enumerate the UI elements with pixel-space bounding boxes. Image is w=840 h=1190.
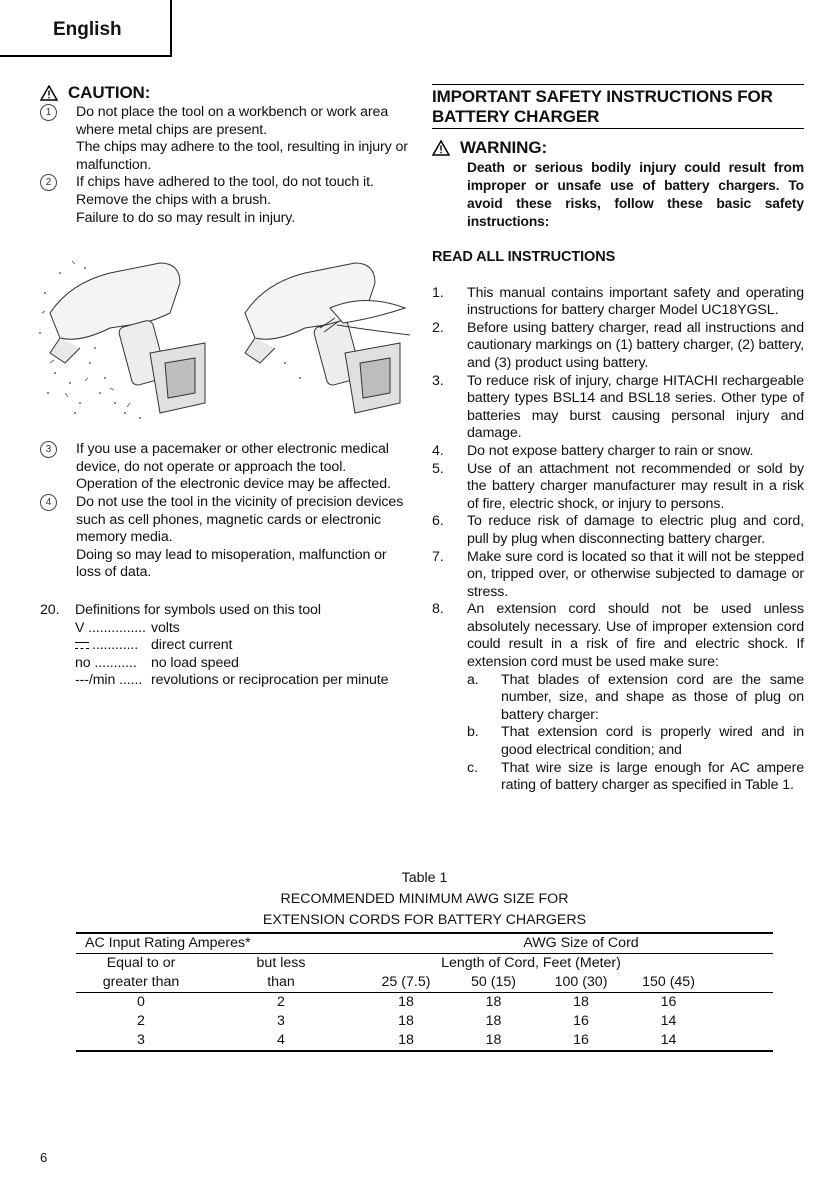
table-header-row	[76, 933, 773, 954]
definitions-title: Definitions for symbols used on this tool	[75, 601, 321, 618]
caution-item-extra: Operation of the electronic device may be affected.	[76, 476, 391, 493]
illustrations	[40, 253, 412, 423]
definitions-section	[40, 602, 412, 690]
caution-item-text: Do not place the tool on a workbench or work area where metal chips are present.	[76, 104, 389, 138]
circle-number: 3	[40, 441, 57, 458]
definition-value: volts	[151, 619, 180, 636]
definition-key: no ...........	[75, 654, 137, 671]
definition-value: no load speed	[151, 654, 239, 671]
instruction-item-8: 8. An extension cord should not be used unless absolutely necessary. Use of improper extension cord could result in a risk of fire and electric shock. If extension cord must be used make sure: a. That blades of extension cord are the same number, size, and shape as those of plug on battery charger: b. That extension cord is properly wired and in good electrical condition; and c. That wire size is large enough for AC ampere rating of battery charger as specified in Table 1.	[432, 601, 804, 794]
caution-item-extra: Doing so may lead to misoperation, malfunction or loss of data.	[76, 546, 387, 581]
battery-section-title: IMPORTANT SAFETY INSTRUCTIONS FOR BATTERY CHARGER	[432, 84, 804, 129]
caution-item-2	[40, 174, 412, 227]
page-number: 6	[40, 1150, 48, 1165]
caution-item-text: If chips have adhered to the tool, do not touch it. Remove the chips with a brush.	[76, 174, 374, 208]
caution-heading	[40, 82, 412, 104]
definition-value: revolutions or reciprocation per minute	[151, 672, 389, 689]
awg-table	[76, 932, 773, 1052]
length-col: 25 (7.5)	[381, 974, 431, 990]
instruction-item-7: 7. Make sure cord is located so that it will not be stepped on, tripped over, or otherwise subjected to damage or stress.	[432, 548, 804, 600]
table-subheader-row	[76, 973, 773, 993]
language-label: English	[53, 19, 122, 40]
instruction-subitem-c: c. That wire size is large enough for AC ampere rating of battery charger as specified in Table 1.	[467, 759, 804, 794]
circle-number: 2	[40, 174, 57, 191]
subheader-less-1: but less	[206, 954, 356, 974]
definitions-number: 20.	[40, 601, 60, 618]
caution-item-3	[40, 441, 412, 494]
caution-item-extra: The chips may adhere to the tool, resulting in injury or malfunction.	[76, 139, 408, 173]
definition-key: V ...............	[75, 619, 146, 636]
warning-triangle-icon	[432, 140, 450, 156]
instruction-item-3: 3. To reduce risk of injury, charge HITACHI rechargeable battery types BSL14 and BSL18 series. Other type of batteries may burst causing personal injury and damage.	[432, 372, 804, 442]
header-awg: AWG Size of Cord	[456, 933, 706, 954]
definition-row	[75, 620, 412, 638]
caution-item-text: Do not use the tool in the vicinity of precision devices such as cell phones, magnetic cards or electronic memory media.	[76, 493, 404, 546]
header-ac: AC Input Rating Amperes*	[76, 933, 456, 954]
subheader-equal-2: greater than	[102, 974, 180, 990]
table-row: 3 4 18 18 16 14	[76, 1031, 773, 1051]
warning-title: WARNING:	[460, 138, 548, 158]
warning-triangle-icon	[40, 85, 58, 101]
table-subheader-row	[76, 954, 773, 974]
subheader-less-2: than	[267, 974, 295, 990]
awg-table-block	[76, 868, 773, 1052]
instruction-item-2: 2. Before using battery charger, read all instructions and cautionary markings on (1) battery charger, (2) battery, and (3) product using battery.	[432, 319, 804, 371]
instruction-item-6: 6. To reduce risk of damage to electric plug and cord, pull by plug when disconnecting battery charger.	[432, 513, 804, 547]
caution-item-text: If you use a pacemaker or other electronic medical device, do not operate or approach the tool.	[76, 441, 389, 475]
drill-on-chips-illustration	[30, 253, 220, 423]
warning-heading	[432, 137, 804, 159]
subheader-equal-1: Equal to or	[76, 954, 206, 974]
caution-item-4	[40, 494, 412, 582]
table-row: 0 2 18 18 18 16	[76, 993, 773, 1013]
length-col: 50 (15)	[471, 974, 516, 990]
subheader-length: Length of Cord, Feet (Meter)	[356, 954, 706, 974]
caution-item-extra: Failure to do so may result in injury.	[76, 209, 296, 226]
definition-key: ---/min ......	[75, 672, 143, 689]
left-column	[40, 82, 412, 690]
dc-symbol-icon	[75, 642, 89, 649]
instruction-subitem-b: b. That extension cord is properly wired and in good electrical condition; and	[467, 724, 804, 759]
instruction-item-5: 5. Use of an attachment not recommended or sold by the battery charger manufacturer may result in a risk of fire, electric shock, or injury to persons.	[432, 460, 804, 512]
definition-row	[75, 672, 412, 690]
length-col: 100 (30)	[554, 974, 608, 990]
table-title-line-1: RECOMMENDED MINIMUM AWG SIZE FOR	[280, 891, 569, 907]
table-caption: Table 1	[401, 870, 448, 886]
table-row: 2 3 18 18 16 14	[137, 1013, 677, 1029]
instruction-item-4: 4. Do not expose battery charger to rain or snow.	[432, 442, 754, 459]
length-col: 150 (45)	[642, 974, 695, 990]
warning-text: Death or serious bodily injury could result from improper or unsafe use of battery chargers. To avoid these risks, follow these basic safety instructions:	[467, 160, 804, 229]
circle-number: 1	[40, 104, 57, 121]
language-tab	[0, 0, 172, 57]
instruction-subitem-a: a. That blades of extension cord are the same number, size, and shape as those of plug on battery charger:	[467, 671, 804, 723]
definition-key: ............	[75, 637, 151, 655]
definition-row	[75, 637, 412, 655]
definition-row	[75, 655, 412, 673]
read-all-heading: READ ALL INSTRUCTIONS	[432, 249, 616, 265]
table-title-line-2: EXTENSION CORDS FOR BATTERY CHARGERS	[262, 912, 587, 928]
instruction-item-1: 1. This manual contains important safety and operating instructions for battery charger Model UC18YGSL.	[432, 284, 804, 319]
brush-cleaning-illustration	[225, 253, 415, 423]
circle-number: 4	[40, 494, 57, 511]
definition-value: direct current	[151, 637, 233, 654]
caution-item-1	[40, 104, 412, 174]
caution-title: CAUTION:	[68, 83, 151, 103]
right-column	[432, 84, 804, 795]
